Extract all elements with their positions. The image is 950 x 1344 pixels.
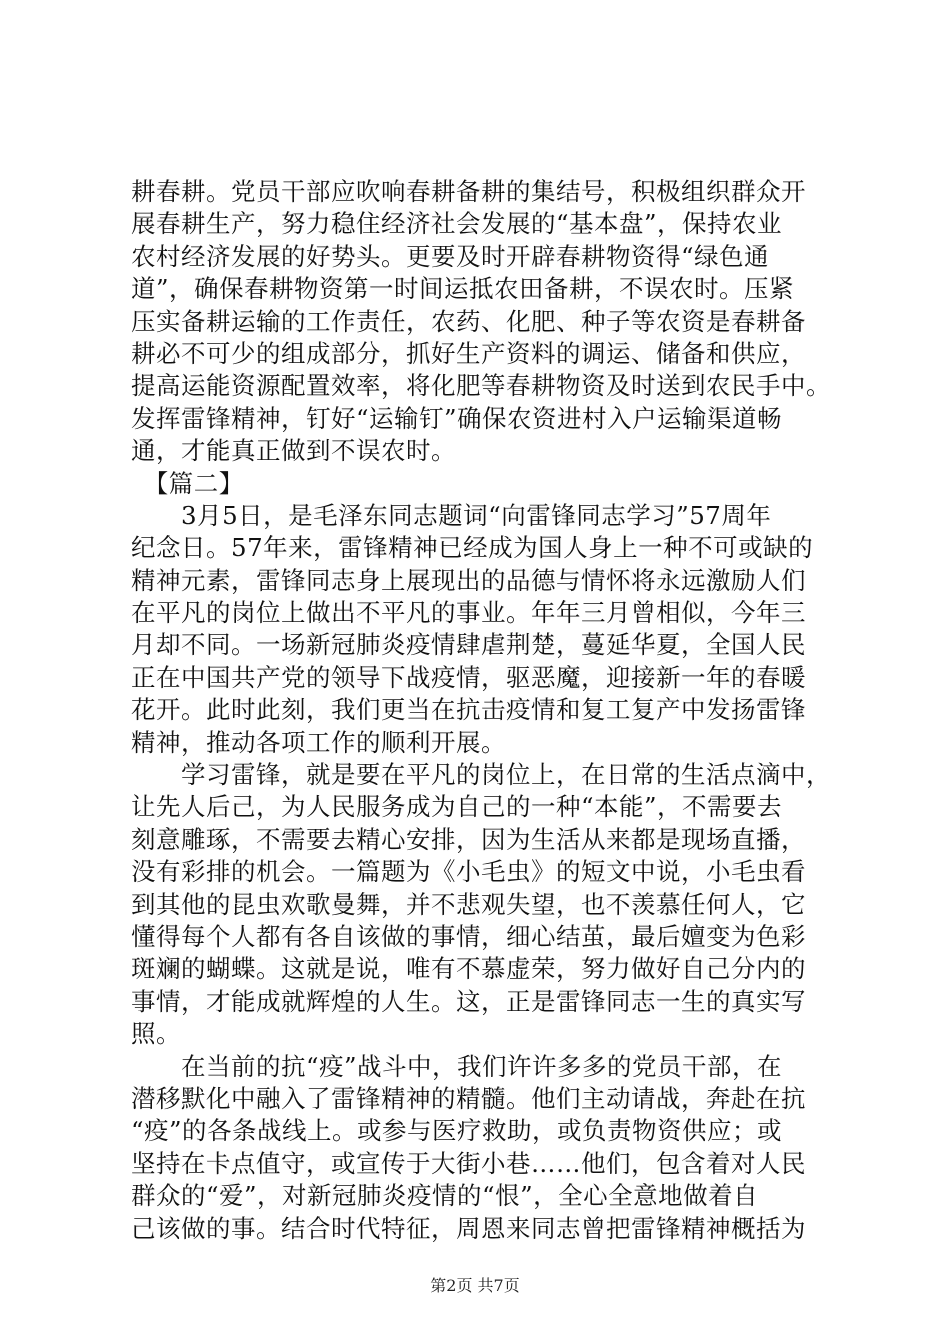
text-line: 己该做的事。结合时代特征，周恩来同志曾把雷锋精神概括为 — [131, 1213, 806, 1243]
text-line: 道”，确保春耕物资第一时间运抵农田备耕，不误农时。压紧 — [131, 274, 795, 304]
text-line: 照。 — [131, 1019, 181, 1049]
body-text — [131, 176, 831, 1245]
text-line: 坚持在卡点值守，或宣传于大街小巷……他们，包含着对人民 — [131, 1148, 806, 1178]
text-line: 刻意雕琢，不需要去精心安排，因为生活从来都是现场直播， — [131, 824, 806, 854]
text-line: 纪念日。57年来，雷锋精神已经成为国人身上一种不可或缺的 — [131, 533, 814, 563]
text-line: 在平凡的岗位上做出不平凡的事业。年年三月曾相似，今年三 — [131, 598, 806, 628]
text-line: 压实备耕运输的工作责任，农药、化肥、种子等农资是春耕备 — [131, 306, 806, 336]
text-line: 正在中国共产党的领导下战疫情，驱恶魔，迎接新一年的春暖 — [131, 662, 806, 692]
text-line: 学习雷锋，就是要在平凡的岗位上，在日常的生活点滴中， — [131, 760, 831, 790]
text-line: 农村经济发展的好势头。更要及时开辟春耕物资得“绿色通 — [131, 241, 770, 271]
text-line: 精神元素，雷锋同志身上展现出的品德与情怀将永远激励人们 — [131, 565, 806, 595]
text-line: 懂得每个人都有各自该做的事情，细心结茧，最后嬗变为色彩 — [131, 921, 806, 951]
text-line: 到其他的昆虫欢歌曼舞，并不悲观失望，也不羡慕任何人，它 — [131, 889, 806, 919]
text-line: 斑斓的蝴蝶。这就是说，唯有不慕虚荣，努力做好自己分内的 — [131, 954, 806, 984]
text-line: “疫”的各条战线上。或参与医疗救助，或负责物资供应；或 — [131, 1116, 783, 1146]
text-line: 展春耕生产，努力稳住经济社会发展的“基本盘”，保持农业 — [131, 209, 783, 239]
text-line: 提高运能资源配置效率，将化肥等春耕物资及时送到农民手中。 — [131, 371, 831, 401]
text-line: 群众的“爱”，对新冠肺炎疫情的“恨”，全心全意地做着自 — [131, 1181, 759, 1211]
text-line: 事情，才能成就辉煌的人生。这，正是雷锋同志一生的真实写 — [131, 986, 806, 1016]
text-line: 【篇二】 — [131, 468, 244, 498]
text-line: 让先人后己，为人民服务成为自己的一种“本能”，不需要去 — [131, 792, 783, 822]
text-line: 通，才能真正做到不误农时。 — [131, 436, 456, 466]
page-footer: 第2页 共7页 — [430, 1276, 520, 1295]
text-line: 月却不同。一场新冠肺炎疫情肆虐荆楚，蔓延华夏，全国人民 — [131, 630, 806, 660]
text-line: 耕必不可少的组成部分，抓好生产资料的调运、储备和供应， — [131, 338, 806, 368]
text-line: 精神，推动各项工作的顺利开展。 — [131, 727, 506, 757]
text-line: 潜移默化中融入了雷锋精神的精髓。他们主动请战，奔赴在抗 — [131, 1083, 806, 1113]
text-line: 花开。此时此刻，我们更当在抗击疫情和复工复产中发扬雷锋 — [131, 695, 806, 725]
text-line: 在当前的抗“疫”战斗中，我们许许多多的党员干部，在 — [131, 1051, 783, 1081]
text-line: 没有彩排的机会。一篇题为《小毛虫》的短文中说，小毛虫看 — [131, 857, 806, 887]
text-line: 3月5日，是毛泽东同志题词“向雷锋同志学习”57周年 — [131, 500, 772, 530]
text-line: 耕春耕。党员干部应吹响春耕备耕的集结号，积极组织群众开 — [131, 177, 806, 206]
text-line: 发挥雷锋精神，钉好“运输钉”确保农资进村入户运输渠道畅 — [131, 403, 783, 433]
